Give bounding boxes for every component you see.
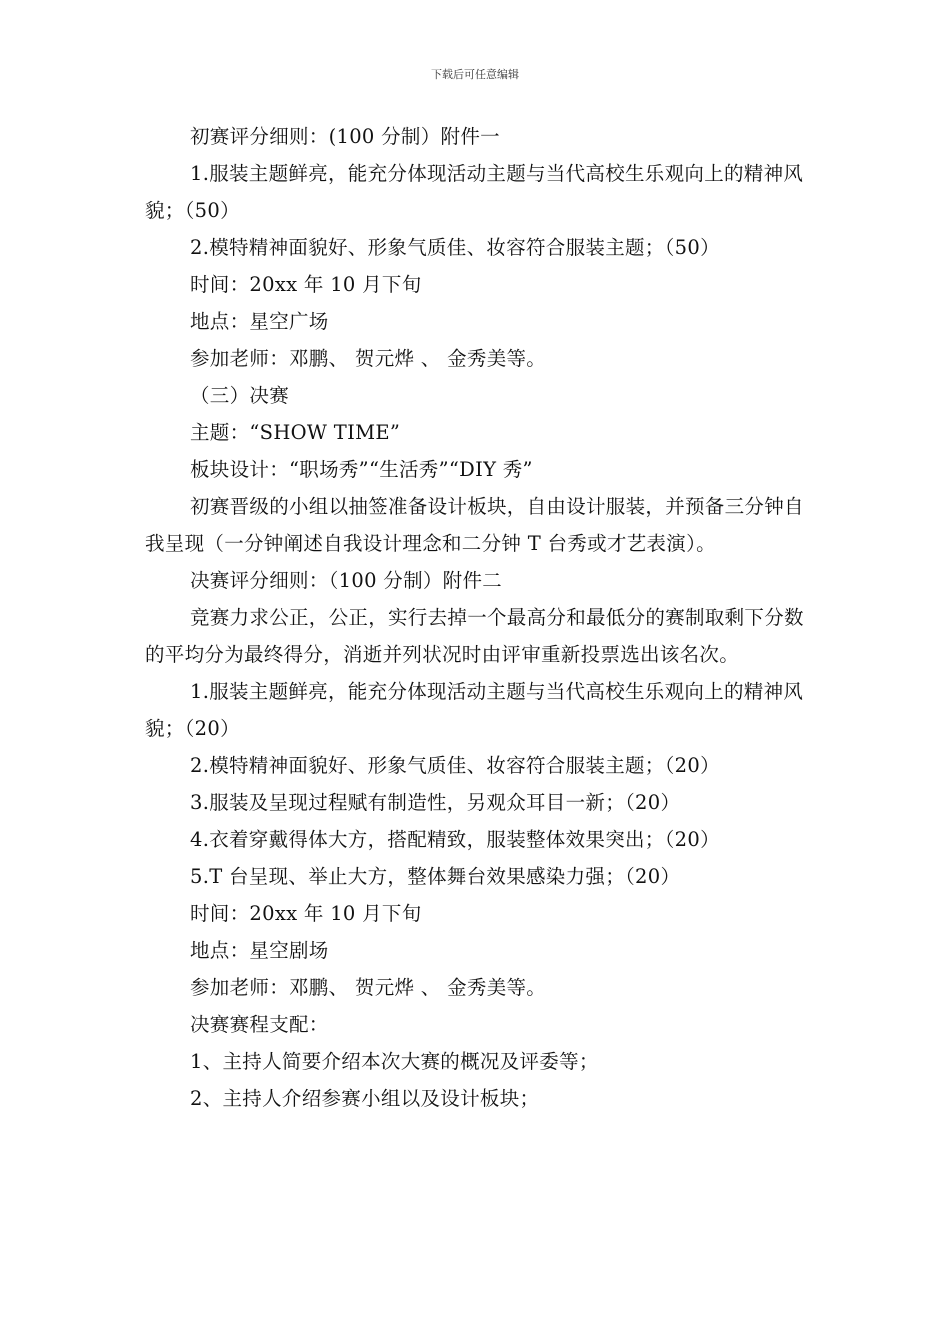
page-header: 下载后可任意编辑 (431, 68, 519, 81)
paragraph: 初赛晋级的小组以抽签准备设计板块，自由设计服装，并预备三分钟自我呈现（一分钟阐述自我设计理念和二分钟 T 台秀或才艺表演）。 (145, 495, 804, 555)
paragraph: 时间：20xx 年 10 月下旬 (190, 273, 422, 296)
paragraph: 3.服装及呈现过程赋有制造性，另观众耳目一新；（20） (190, 791, 681, 814)
paragraph: 2.模特精神面貌好、形象气质佳、妆容符合服装主题；（20） (190, 754, 720, 777)
paragraph: 地点：星空广场 (190, 310, 329, 333)
paragraph: 2、主持人介绍参赛小组以及设计板块； (190, 1087, 540, 1110)
paragraph: 参加老师：邓鹏、 贺元烨 、 金秀美等。 (190, 976, 547, 999)
paragraph: 主题：“SHOW TIME” (190, 421, 401, 444)
paragraph: 决赛评分细则：（100 分制）附件二 (190, 569, 503, 592)
paragraph: 时间：20xx 年 10 月下旬 (190, 902, 422, 925)
paragraph: 1.服装主题鲜亮，能充分体现活动主题与当代高校生乐观向上的精神风貌；（20） (145, 680, 804, 740)
paragraph: 4.衣着穿戴得体大方，搭配精致，服装整体效果突出；（20） (190, 828, 720, 851)
paragraph: 5.T 台呈现、举止大方，整体舞台效果感染力强；（20） (190, 865, 681, 888)
paragraph: 1.服装主题鲜亮，能充分体现活动主题与当代高校生乐观向上的精神风貌；（50） (145, 162, 804, 222)
paragraph: 1、主持人简要介绍本次大赛的概况及评委等； (190, 1050, 599, 1073)
paragraph: 初赛评分细则：(100 分制）附件一 (190, 125, 500, 148)
paragraph: 参加老师：邓鹏、 贺元烨 、 金秀美等。 (190, 347, 547, 370)
paragraph: 板块设计：“职场秀”“生活秀”“DIY 秀” (190, 458, 533, 481)
paragraph: 地点：星空剧场 (190, 939, 329, 962)
paragraph: 决赛赛程支配： (190, 1013, 329, 1036)
paragraph: 2.模特精神面貌好、形象气质佳、妆容符合服装主题；（50） (190, 236, 720, 259)
paragraph: 竞赛力求公正，公正，实行去掉一个最高分和最低分的赛制取剩下分数的平均分为最终得分，消逝并列状况时由评审重新投票选出该名次。 (145, 606, 804, 666)
document-body (145, 118, 807, 1117)
section-heading: （三）决赛 (190, 384, 290, 407)
